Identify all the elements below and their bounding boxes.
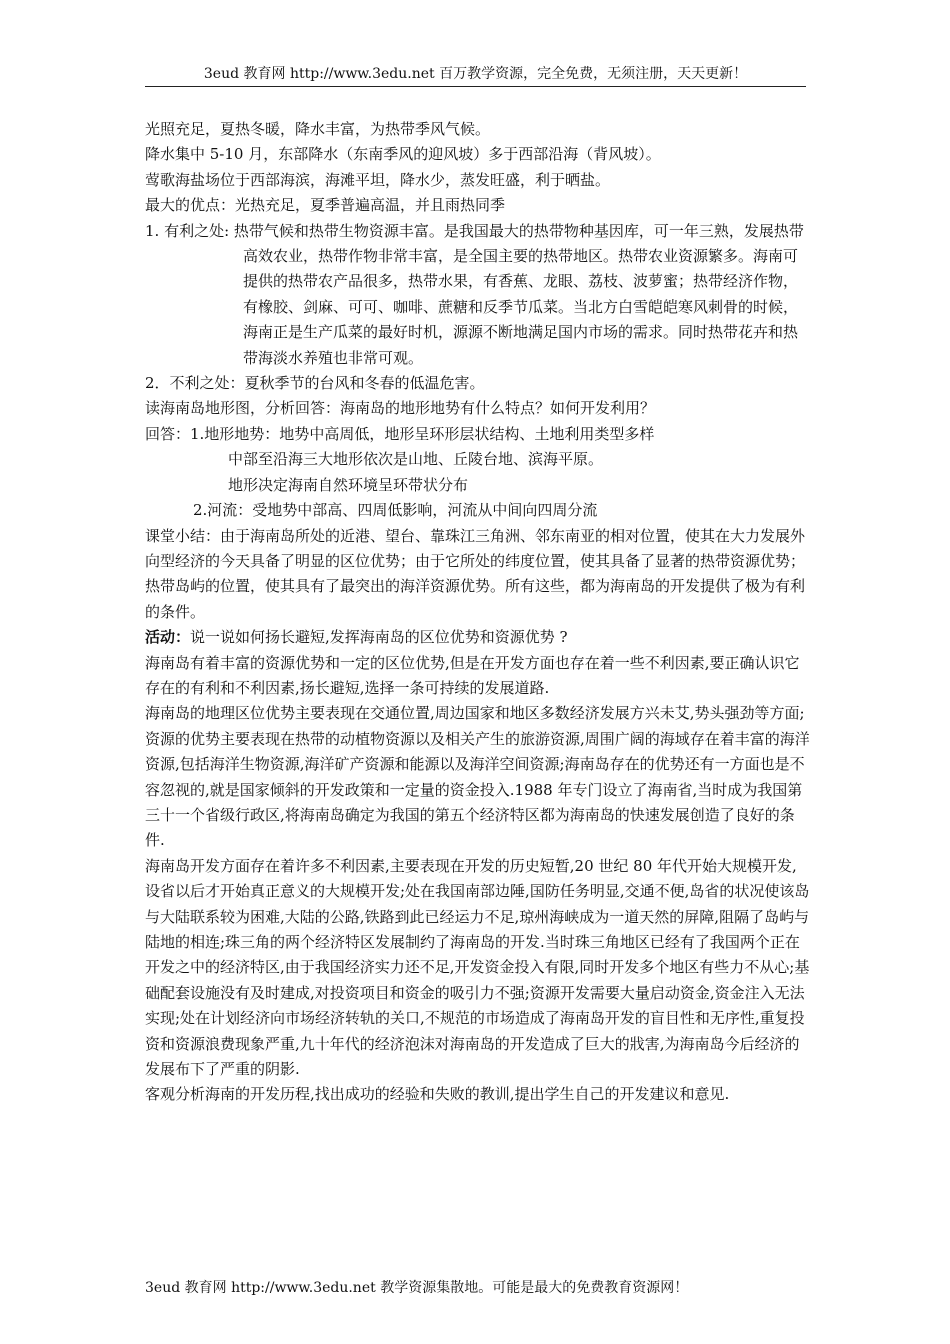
question-line: 读海南岛地形图，分析回答：海南岛的地形地势有什么特点？如何开发利用？ xyxy=(145,399,656,418)
answer-terrain-conclusion: 地形决定海南自然环境呈环带状分布 xyxy=(228,475,469,494)
page-footer: 3eud 教育网 http://www.3edu.net 教学资源集散地。可能是最大的免费教育资源网！ xyxy=(145,1280,689,1296)
activity-line xyxy=(145,625,810,650)
advantage-line: 最大的优点：光热充足，夏季普遍高温，并且雨热同季 xyxy=(145,196,506,215)
unfavorable-item: 2．不利之处：夏秋季节的台风和冬春的低温危害。 xyxy=(145,374,485,393)
activity-label: 活动： xyxy=(145,628,191,647)
salt-field-line: 莺歌海盐场位于西部海滨，海滩平坦，降水少，蒸发旺盛，利于晒盐。 xyxy=(145,170,611,189)
rainfall-line: 降水集中 5-10 月，东部降水（东南季风的迎风坡）多于西部沿海（背风坡）。 xyxy=(145,145,661,164)
document-body xyxy=(145,117,810,1108)
paragraph-disadvantages: 海南岛开发方面存在着许多不利因素,主要表现在开发的历史短暂,20 世纪 80 年代开始大规模开发,设省以后才开始真正意义的大规模开发;处在我国南部边陲,国防任务明显,交通不便,岛省的状况使该岛与大陆联系较为困难,大陆的公路,铁路到此已经运力不足,琼州海峡成为一道天然的屏障,阻隔了岛屿与陆地的相连;珠三角的两个经济特区发展制约了海南岛的开发.当时珠三角地区已经有了我国两个正在开发之中的经济特区,由于我国经济实力还不足,开发资金投入有限,同时开发多个地区有些力不从心;基础配套设施没有及时建成,对投资项目和资金的吸引力不强;资源开发需要大量启动资金,资金注入无法实现;处在计划经济向市场经济转轨的关口,不规范的市场造成了海南岛开发的盲目性和无序性,重复投资和资源浪费现象严重,九十年代的经济泡沫对海南岛的开发造成了巨大的戕害,为海南岛今后经济的发展布下了严重的阴影. xyxy=(145,856,810,1079)
climate-line: 光照充足，夏热冬暖，降水丰富，为热带季风气候。 xyxy=(145,120,491,138)
paragraph-intro: 海南岛有着丰富的资源优势和一定的区位优势,但是在开发方面也存在着一些不利因素,要正确认识它存在的有利和不利因素,扬长避短,选择一条可持续的发展道路. xyxy=(145,653,800,697)
answer-terrain-detail: 中部至沿海三大地形依次是山地、丘陵台地、滨海平原。 xyxy=(228,450,604,469)
lesson-summary: 课堂小结：由于海南岛所处的近港、望台、靠珠江三角洲、邻东南亚的相对位置，使其在大力发展外向型经济的今天具备了明显的区位优势；由于它所处的纬度位置，使其具备了显著的热带资源优势；热带岛屿的位置，使其具有了最突出的海洋资源优势。所有这些，都为海南岛的开发提供了极为有利的条件。 xyxy=(145,526,806,621)
answer-rivers: 2.河流：受地势中部高、四周低影响，河流从中间向四周分流 xyxy=(193,501,598,520)
page-header: 3eud 教育网 http://www.3edu.net 百万教学资源，完全免费，无须注册，天天更新！ xyxy=(145,64,806,87)
answer-terrain: 回答：1.地形地势：地势中高周低，地形呈环形层状结构、土地利用类型多样 xyxy=(145,424,655,443)
paragraph-advantages: 海南岛的地理区位优势主要表现在交通位置,周边国家和地区多数经济发展方兴未艾,势头强劲等方面;资源的优势主要表现在热带的动植物资源以及相关产生的旅游资源,周围广阔的海域存在着丰富的海洋资源,包括海洋生物资源,海洋矿产资源和能源以及海洋空间资源;海南岛存在的优势还有一方面也是不容忽视的,就是国家倾斜的开发政策和一定量的资金投入.1988 年专门设立了海南省,当时成为我国第三十一个省级行政区,将海南岛确定为我国的第五个经济特区都为海南岛的快速发展创造了良好的条件. xyxy=(145,704,810,850)
paragraph-task: 客观分析海南的开发历程,找出成功的经验和失败的教训,提出学生自己的开发建议和意见. xyxy=(145,1085,730,1104)
favorable-item: 1. 有利之处: 热带气候和热带生物资源丰富。是我国最大的热带物种基因库，可一年三熟，发展热带高效农业，热带作物非常丰富，是全国主要的热带地区。热带农业资源繁多。海南可提供的热带农产品很多，热带水果，有香蕉、龙眼、荔枝、波萝蜜；热带经济作物，有橡胶、剑麻、可可、咖啡、蔗糖和反季节瓜菜。当北方白雪皑皑寒风刺骨的时候，海南正是生产瓜菜的最好时机，源源不断地满足国内市场的需求。同时热带花卉和热带海淡水养殖也非常可观。 xyxy=(145,221,804,367)
activity-text: 说一说如何扬长避短,发挥海南岛的区位优势和资源优势 ? xyxy=(190,628,568,647)
